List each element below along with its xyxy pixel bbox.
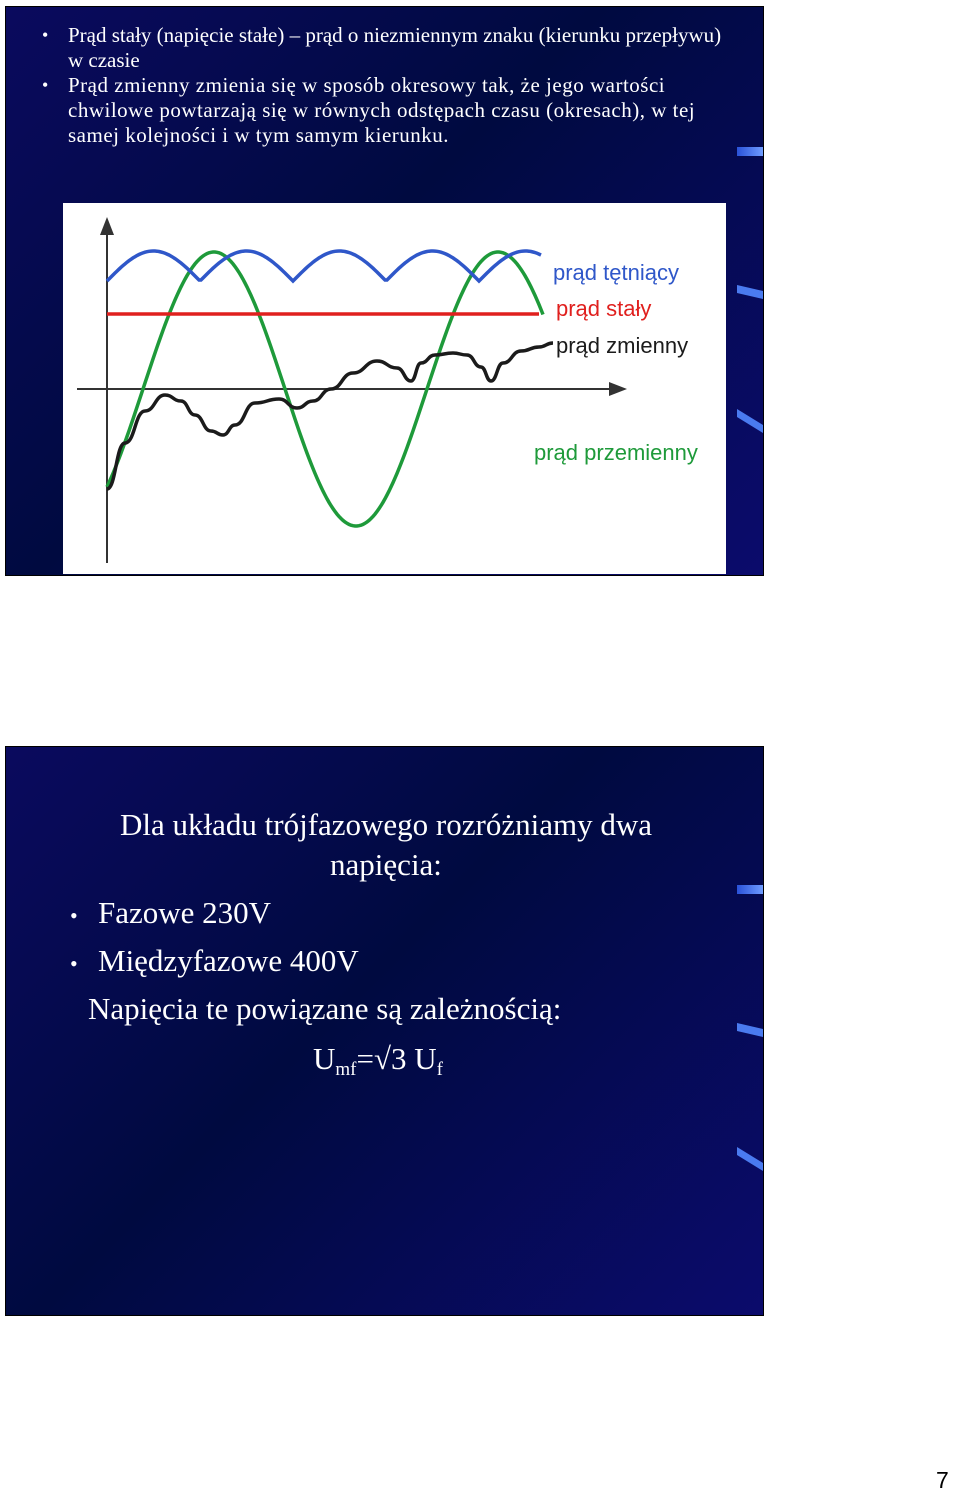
formula-operator: =√3 [356,1041,415,1076]
bullet-prad-staly: • Prąd stały (napięcie stałe) – prąd o niezmiennym znaku (kierunku przepływu) w czasie [36,23,736,73]
label-prad-tetniacy: prąd tętniący [553,260,679,285]
slide-1 [5,6,764,576]
bullet-miedzyfazowe [70,941,359,984]
formula-lhs-sub: mf [335,1059,357,1080]
waveform-plot [63,203,726,574]
voltage-formula [313,1039,443,1090]
bullet-dot-icon: • [70,950,78,976]
slide-accent-slant [737,1015,763,1041]
slide-2-heading: Dla układu trójfazowego rozróżniamy dwa napięcia: [120,807,652,882]
formula-lhs: U [313,1041,336,1076]
slide-accent-slant [737,407,763,433]
curve-prad-zmienny [107,343,553,489]
formula-rhs-sub: f [436,1059,443,1080]
slide-accent-slant [737,1145,763,1171]
label-prad-zmienny: prąd zmienny [556,333,689,358]
relation-text: Napięcia te powiązane są zależnością: [88,991,562,1026]
bullet-miedzyfazowe-text: Międzyfazowe 400V [98,943,359,978]
slide-accent-bar [737,885,763,894]
bullet-fazowe [70,893,271,936]
slide-accent-bar [737,147,763,156]
y-axis-arrow-icon [100,217,114,235]
formula-rhs: U [414,1041,437,1076]
page-number: 7 [936,1467,949,1493]
bullet-dot-icon: • [70,902,78,928]
slide-2 [5,746,764,1316]
current-types-figure [63,203,726,574]
label-prad-staly: prąd stały [556,296,652,321]
bullet-fazowe-text: Fazowe 230V [98,895,272,930]
bullet-prad-zmienny: • Prąd zmienny zmienia się w sposób okresowy tak, że jego wartości chwilowe powtarzają się w równych odstępach czasu (okresach), w tej samej kolejności i w tym samym kierunku. [36,73,736,148]
x-axis-arrow-icon [609,382,627,396]
label-prad-przemienny: prąd przemienny [534,440,698,465]
slide-1-bullet-list [36,23,736,148]
slide-accent-slant [737,277,763,303]
